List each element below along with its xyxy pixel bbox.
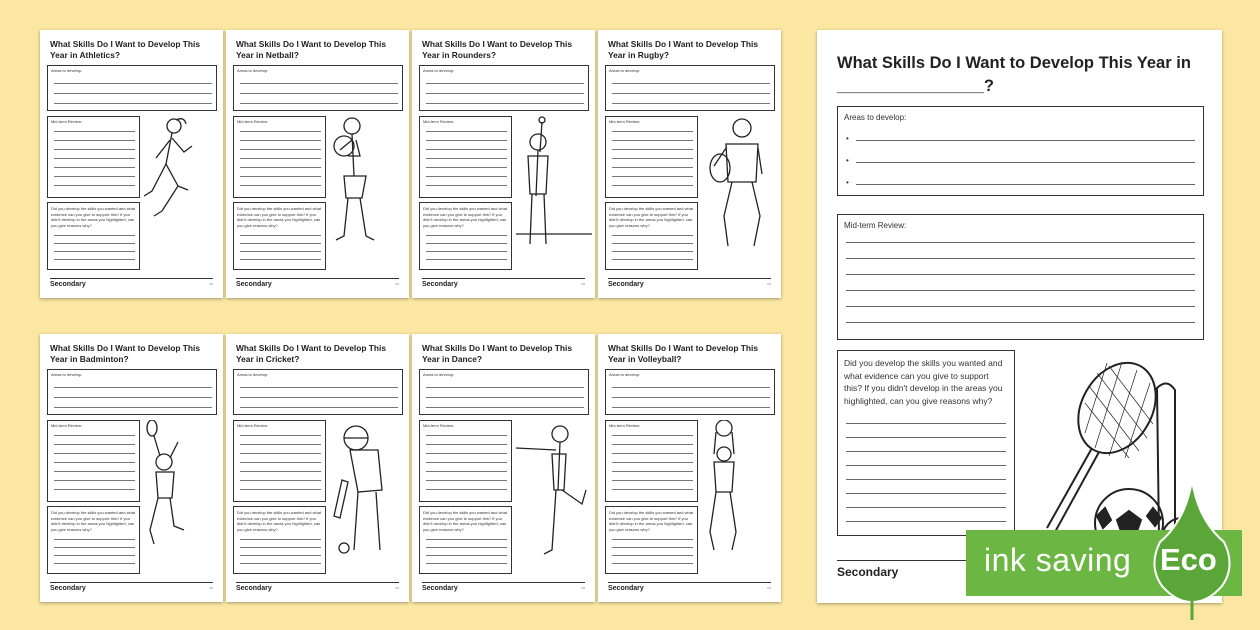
review-question: Did you develop the skills you wanted and what evidence can you give to support this? If you didn't develop in the areas you highlighted, can you give reasons why?	[609, 206, 694, 228]
brand-logo: ▪▪▪	[395, 282, 399, 286]
worksheet-title: What Skills Do I Want to Develop This Year in Netball?	[236, 39, 386, 60]
midterm-box	[47, 116, 140, 198]
review-question: Did you develop the skills you wanted and what evidence can you give to support this? If you didn't develop in the areas you highlighted, can you give reasons why?	[237, 510, 322, 532]
brand-logo: ▪▪▪	[767, 586, 771, 590]
large-footer-label: Secondary	[837, 565, 899, 579]
mini-worksheet	[598, 30, 781, 298]
midterm-box	[419, 420, 512, 502]
athlete-figure	[144, 116, 220, 266]
review-box	[419, 202, 512, 270]
ink-saving-badge	[966, 530, 1242, 596]
footer-label: Secondary	[50, 281, 86, 288]
worksheet-title: What Skills Do I Want to Develop This Year in Dance?	[422, 343, 572, 364]
midterm-box	[837, 214, 1204, 340]
review-box	[233, 202, 326, 270]
midterm-label: Mid-term Review:	[237, 423, 269, 428]
review-box	[47, 506, 140, 574]
brand-logo: ▪▪▪	[767, 282, 771, 286]
areas-box	[419, 369, 589, 415]
areas-box	[47, 369, 217, 415]
areas-label: Areas to develop:	[609, 68, 641, 73]
worksheet-title: What Skills Do I Want to Develop This Year in Volleyball?	[608, 343, 758, 364]
areas-box	[47, 65, 217, 111]
tennis-racket-icon	[1063, 349, 1172, 467]
midterm-label: Mid-term Review:	[423, 119, 455, 124]
review-question: Did you develop the skills you wanted and what evidence can you give to support this? If you didn't develop in the areas you highlighted, can you give reasons why?	[844, 358, 1003, 406]
review-question: Did you develop the skills you wanted and what evidence can you give to support this? If you didn't develop in the areas you highlighted, can you give reasons why?	[423, 510, 508, 532]
mini-worksheet	[226, 30, 409, 298]
eco-label: Eco	[1160, 542, 1217, 577]
areas-box	[419, 65, 589, 111]
footer-label: Secondary	[236, 585, 272, 592]
review-box	[837, 350, 1015, 536]
footer-label: Secondary	[236, 281, 272, 288]
review-box	[605, 506, 698, 574]
areas-label: Areas to develop:	[423, 372, 455, 377]
midterm-label: Mid-term Review:	[609, 423, 641, 428]
mini-worksheet	[412, 334, 595, 602]
large-worksheet-title: What Skills Do I Want to Develop This Year in ________________?	[837, 54, 1191, 95]
review-question: Did you develop the skills you wanted and what evidence can you give to support this? If you didn't develop in the areas you highlighted, can you give reasons why?	[609, 510, 694, 532]
review-box	[47, 202, 140, 270]
ink-saving-label: ink saving	[984, 542, 1132, 578]
worksheet-title: What Skills Do I Want to Develop This Year in Rugby?	[608, 39, 758, 60]
review-box	[419, 506, 512, 574]
footer-label: Secondary	[422, 281, 458, 288]
areas-box	[605, 369, 775, 415]
mini-worksheet	[412, 30, 595, 298]
areas-box: Areas to develop: • • •	[837, 106, 1204, 196]
areas-box	[605, 65, 775, 111]
netball-player-figure	[330, 116, 406, 266]
areas-label: Areas to develop:	[237, 372, 269, 377]
review-question: Did you develop the skills you wanted and what evidence can you give to support this? If you didn't develop in the areas you highlighted, can you give reasons why?	[237, 206, 322, 228]
cricket-player-figure	[330, 420, 406, 570]
mini-worksheet	[598, 334, 781, 602]
midterm-label: Mid-term Review:	[51, 119, 83, 124]
midterm-box	[233, 116, 326, 198]
mini-worksheet	[40, 334, 223, 602]
worksheet-title: What Skills Do I Want to Develop This Year in Cricket?	[236, 343, 386, 364]
areas-label: Areas to develop:	[423, 68, 455, 73]
midterm-label: Mid-term Review:	[237, 119, 269, 124]
areas-label: Areas to develop:	[51, 68, 83, 73]
areas-label: Areas to develop:	[844, 113, 907, 122]
brand-logo: ▪▪▪	[209, 586, 213, 590]
areas-label: Areas to develop:	[51, 372, 83, 377]
brand-logo: ▪▪▪	[581, 282, 585, 286]
brand-logo: ▪▪▪	[395, 586, 399, 590]
footer-label: Secondary	[608, 585, 644, 592]
review-box	[605, 202, 698, 270]
areas-box	[233, 369, 403, 415]
areas-label: Areas to develop:	[237, 68, 269, 73]
badminton-player-figure	[144, 420, 220, 570]
mini-worksheet	[226, 334, 409, 602]
worksheet-title: What Skills Do I Want to Develop This Year in Rounders?	[422, 39, 572, 60]
rounders-player-figure	[516, 116, 592, 266]
midterm-label: Mid-term Review:	[423, 423, 455, 428]
rugby-player-figure	[702, 116, 778, 266]
footer-label: Secondary	[608, 281, 644, 288]
areas-box	[233, 65, 403, 111]
midterm-box	[419, 116, 512, 198]
volleyball-player-figure	[702, 420, 778, 570]
mini-worksheet	[40, 30, 223, 298]
midterm-label: Mid-term Review:	[51, 423, 83, 428]
brand-logo: ▪▪▪	[581, 586, 585, 590]
brand-logo: ▪▪▪	[209, 282, 213, 286]
worksheet-title: What Skills Do I Want to Develop This Year in Badminton?	[50, 343, 200, 364]
midterm-box	[233, 420, 326, 502]
midterm-box	[605, 420, 698, 502]
review-box	[233, 506, 326, 574]
footer-label: Secondary	[422, 585, 458, 592]
review-question: Did you develop the skills you wanted and what evidence can you give to support this? If you didn't develop in the areas you highlighted, can you give reasons why?	[423, 206, 508, 228]
review-question: Did you develop the skills you wanted and what evidence can you give to support this? If you didn't develop in the areas you highlighted, can you give reasons why?	[51, 206, 136, 228]
review-question: Did you develop the skills you wanted and what evidence can you give to support this? If you didn't develop in the areas you highlighted, can you give reasons why?	[51, 510, 136, 532]
midterm-label: Mid-term Review:	[609, 119, 641, 124]
worksheet-title: What Skills Do I Want to Develop This Year in Athletics?	[50, 39, 200, 60]
footer-label: Secondary	[50, 585, 86, 592]
areas-label: Areas to develop:	[609, 372, 641, 377]
midterm-box	[47, 420, 140, 502]
midterm-label: Mid-term Review:	[844, 221, 907, 230]
midterm-box	[605, 116, 698, 198]
dancer-figure	[516, 420, 592, 570]
